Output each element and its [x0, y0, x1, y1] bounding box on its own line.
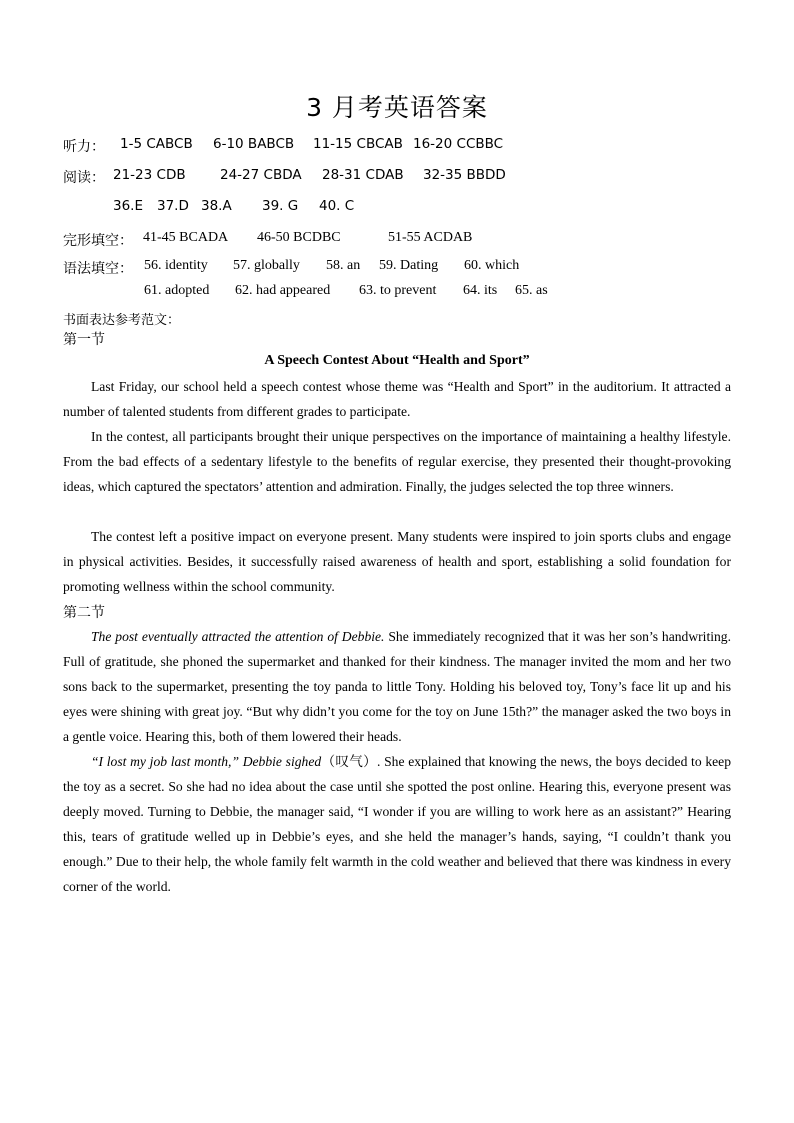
- listening-answer: 1-5 CABCB: [120, 136, 193, 152]
- grammar-answer: 63. to prevent: [359, 283, 437, 298]
- reading-answer: 40. C: [319, 198, 355, 214]
- cloze-label: 完形填空：: [63, 233, 133, 249]
- reading-answer: 32-35 BBDD: [423, 167, 506, 183]
- story-paragraph: [63, 624, 731, 749]
- reading-answer: 36.E: [113, 198, 143, 214]
- grammar-answer: 65. as: [515, 283, 548, 298]
- essay-paragraph: In the contest, all participants brought their unique perspectives on the importance of maintaining a healthy lifestyle. From the bad effects of a sedentary lifestyle to the benefits of regular exercise, they presented their thought-provoking ideas, which captured the spectators’ attention and admiration. Finally, the judges selected the top three winners.: [63, 429, 731, 494]
- essay-paragraph: Last Friday, our school held a speech contest whose theme was “Health and Sport” in the auditorium. It attracted a number of talented students from different grades to participate.: [63, 379, 731, 419]
- grammar-answer: 58. an: [326, 258, 361, 273]
- grammar-answer: 62. had appeared: [235, 283, 331, 298]
- cloze-answer: 51-55 ACDAB: [388, 230, 473, 245]
- grammar-label: 语法填空：: [63, 261, 133, 277]
- essay-paragraph: The contest left a positive impact on everyone present. Many students were inspired to join sports clubs and engage in physical activities. Besides, it successfully raised awareness of health and sport, establishing a solid foundation for promoting wellness within the school community.: [63, 529, 731, 594]
- grammar-answer: 60. which: [464, 258, 520, 273]
- writing-label: 书面表达参考范文：: [63, 313, 181, 328]
- reading-answer: 24-27 CBDA: [220, 167, 302, 183]
- grammar-answer: 56. identity: [144, 258, 208, 273]
- reading-answer: 28-31 CDAB: [322, 167, 404, 183]
- section1-heading: 第一节: [63, 332, 105, 348]
- reading-label: 阅读：: [63, 170, 105, 186]
- listening-answer: 16-20 CCBBC: [413, 136, 504, 152]
- reading-answer: 37.D: [157, 198, 189, 214]
- listening-answer: 6-10 BABCB: [213, 136, 295, 152]
- story-lead-sentence: The post eventually attracted the attention of Debbie.: [91, 629, 385, 644]
- story-paragraph: [63, 749, 731, 899]
- grammar-answer: 59. Dating: [379, 258, 439, 273]
- grammar-answer: 61. adopted: [144, 283, 210, 298]
- reading-answer: 38.A: [201, 198, 232, 214]
- cloze-answer: 41-45 BCADA: [143, 230, 229, 245]
- story-body: She immediately recognized that it was her son’s handwriting. Full of gratitude, she phoned the supermarket and thanked for their kindness. The manager invited the mom and her two sons back to the supermarket, presenting the toy panda to little Tony. Holding his beloved toy, Tony’s face lit up and his eyes were shining with great joy. “But why didn’t you come for the toy on June 15th?” the manager asked the two boys in a gentle voice. Hearing this, both of them lowered their heads.: [63, 629, 731, 744]
- reading-answer: 21-23 CDB: [113, 167, 186, 183]
- cloze-answer: 46-50 BCDBC: [257, 230, 341, 245]
- reading-answer: 39. G: [262, 198, 299, 214]
- section2-heading: 第二节: [63, 605, 105, 621]
- story-body: （叹气）. She explained that knowing the news, the boys decided to keep the toy as a secret. So she had no idea about the case until she spotted the post online. Hearing this, everyone present was deeply moved. Turning to Debbie, the manager said, “I wonder if you are willing to work here as an assistant?” Hearing this, tears of gratitude welled up in Debbie’s eyes, and she held the manager’s hands, saying, “I couldn’t thank you enough.” Due to their help, the whole family felt warmth in the cold weather and believed that there was kindness in every corner of the world.: [63, 754, 731, 894]
- essay-title: A Speech Contest About “Health and Sport”: [264, 353, 530, 368]
- page-title: 3 月考英语答案: [306, 93, 488, 122]
- listening-label: 听力：: [63, 139, 105, 155]
- listening-answer: 11-15 CBCAB: [313, 136, 403, 152]
- story-lead-sentence: “I lost my job last month,” Debbie sighed: [91, 754, 322, 769]
- grammar-answer: 57. globally: [233, 258, 300, 273]
- grammar-answer: 64. its: [463, 283, 498, 298]
